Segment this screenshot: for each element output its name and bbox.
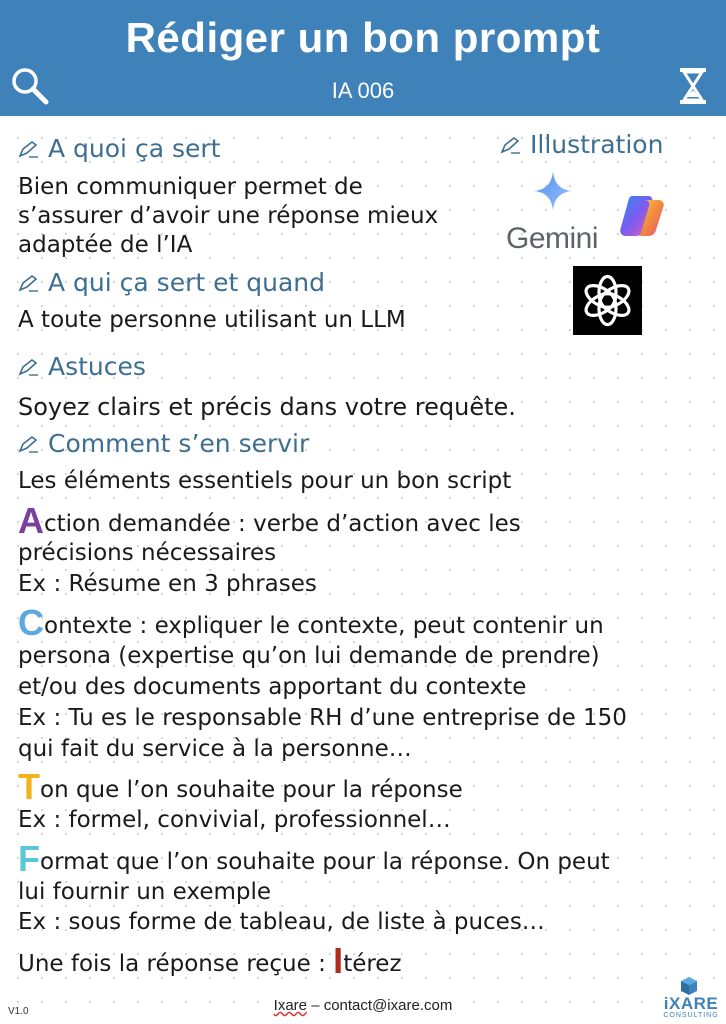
action-line-3: Ex : Résume en 3 phrases — [18, 571, 317, 597]
page-title: Rédiger un bon prompt — [125, 14, 601, 61]
pencil-icon — [18, 358, 40, 376]
heading-text: Comment s’en servir — [48, 429, 310, 458]
purpose-line-1: Bien communiquer permet de — [18, 174, 363, 200]
openai-logo — [573, 266, 642, 335]
section-heading-audience — [18, 268, 325, 297]
section-heading-usage — [18, 429, 309, 458]
footer-brand: Ixare — [273, 997, 308, 1014]
purpose-line-3: adaptée de l’IA — [18, 232, 193, 258]
pencil-icon — [18, 140, 40, 158]
gemini-star-icon — [533, 170, 573, 212]
usage-intro: Les éléments essentiels pour un bon script — [18, 468, 512, 494]
format-letter: F — [18, 838, 40, 879]
context-line-2: persona (expertise qu’on lui demande de prendre) — [18, 643, 600, 669]
context-line-3: et/ou des documents apportant du contexte — [18, 674, 527, 700]
format-line-1: Format que l’on souhaite pour la réponse. On peut — [18, 838, 610, 879]
document-code: IA 006 — [331, 78, 395, 103]
context-line-5: qui fait du service à la personne… — [18, 736, 412, 762]
ixare-logo-subtitle: CONSULTING — [663, 1012, 719, 1019]
pencil-icon — [18, 274, 40, 292]
tips-text: Soyez clairs et précis dans votre requête. — [18, 393, 516, 421]
tone-line-2: Ex : formel, convivial, professionnel… — [18, 807, 451, 833]
iterate-letter: I — [333, 940, 344, 981]
pencil-icon — [500, 136, 522, 154]
copilot-logo — [618, 194, 666, 238]
ixare-cube-icon — [676, 976, 702, 996]
heading-text: Illustration — [530, 130, 664, 159]
action-line-2: précisions nécessaires — [18, 540, 277, 566]
footer-email: – contact@ixare.com — [307, 997, 453, 1014]
hourglass-icon — [678, 66, 708, 106]
format-line-2: lui fournir un exemple — [18, 879, 272, 905]
purpose-line-2: s’assurer d’avoir une réponse mieux — [18, 203, 439, 229]
audience-text: A toute personne utilisant un LLM — [18, 307, 406, 333]
section-heading-illustration — [500, 130, 663, 159]
section-heading-tips — [18, 352, 146, 381]
pencil-icon — [18, 435, 40, 453]
tone-letter: T — [18, 766, 40, 807]
openai-icon — [573, 266, 642, 335]
gemini-logo: Gemini — [506, 222, 599, 255]
iterate-line: Une fois la réponse reçue : Itérez — [18, 940, 402, 981]
heading-text: Astuces — [48, 352, 146, 381]
version-label: V1.0 — [8, 1006, 29, 1017]
action-letter: A — [18, 500, 44, 541]
footer-contact — [0, 997, 726, 1014]
header-banner — [0, 0, 726, 116]
context-line-1: Contexte : expliquer le contexte, peut contenir un — [18, 602, 604, 643]
search-icon — [10, 66, 50, 106]
tone-line-1: Ton que l’on souhaite pour la réponse — [18, 766, 463, 807]
section-heading-purpose — [18, 134, 220, 163]
action-line-1: Action demandée : verbe d’action avec les — [18, 500, 521, 541]
context-line-4: Ex : Tu es le responsable RH d’une entreprise de 150 — [18, 705, 627, 731]
heading-text: A quoi ça sert — [48, 134, 221, 163]
context-letter: C — [18, 602, 44, 643]
ixare-logo: iXARE — [663, 994, 719, 1013]
format-line-3: Ex : sous forme de tableau, de liste à puces… — [18, 909, 545, 935]
heading-text: A qui ça sert et quand — [48, 268, 325, 297]
